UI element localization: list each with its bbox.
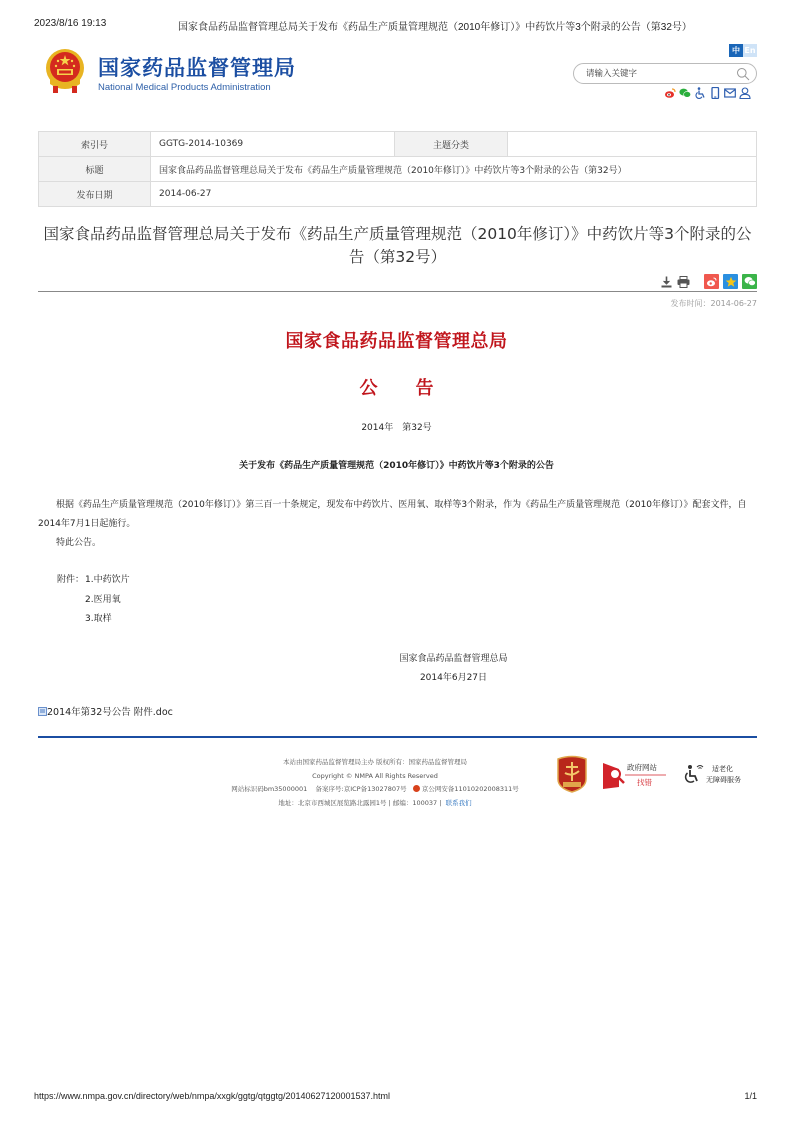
attachment-item: 1.中药饮片 xyxy=(85,575,130,585)
language-switch xyxy=(729,44,757,57)
footer-address-line xyxy=(200,797,550,811)
user-icon[interactable] xyxy=(739,87,751,99)
body-paragraph-2: 特此公告。 xyxy=(56,538,102,548)
info-value-title: 国家食品药品监督管理总局关于发布《药品生产质量管理规范（2010年修订）》中药饮片等3个附录的公告（第32号） xyxy=(151,157,757,182)
footer-copyright: Copyright © NMPA All Rights Reserved xyxy=(312,771,438,780)
print-header xyxy=(34,18,759,32)
info-label-title: 标题 xyxy=(39,157,151,182)
print-page-number: 1/1 xyxy=(744,1091,757,1101)
accessibility-icon[interactable] xyxy=(694,87,706,99)
attachment-item: 3.取样 xyxy=(85,614,112,624)
article-info-table xyxy=(38,131,757,207)
attachment-item: 2.医用氧 xyxy=(85,594,121,605)
elder-accessibility-badge[interactable] xyxy=(684,763,754,787)
title-divider xyxy=(38,291,757,292)
document-type-char-2: 告 xyxy=(415,378,434,399)
search-box xyxy=(573,63,757,84)
attachment-file-name[interactable]: 2014年第32号公告 附件.doc xyxy=(47,707,173,718)
document-type xyxy=(0,374,793,400)
badge-gov-site-label: 政府网站 xyxy=(627,763,657,772)
footer-address: 地址：北京市西城区展览路北露园1号 | 邮编：100037 | xyxy=(278,798,442,807)
footer-icp[interactable]: 备案序号:京ICP备13027807号 xyxy=(315,785,407,793)
download-icon[interactable] xyxy=(660,275,673,288)
mobile-icon[interactable] xyxy=(709,87,721,99)
police-badge-icon xyxy=(413,785,420,792)
info-row-date xyxy=(39,182,757,207)
body-paragraph-1: 根据《药品生产质量管理规范（2010年修订）》第三百一十条规定，现发布中药饮片、医用氧、取样等3个附录，作为《药品生产质量管理规范（2010年修订）》配套文件，自2014年7月1日起施行。 xyxy=(38,500,747,529)
lang-chinese-button[interactable]: 中 xyxy=(729,44,743,57)
weibo-icon[interactable] xyxy=(664,87,676,99)
document-issuer: 国家食品药品监督管理总局 xyxy=(285,331,508,352)
search-input[interactable] xyxy=(586,67,726,81)
favorite-share-button[interactable] xyxy=(723,274,738,289)
print-url: https://www.nmpa.gov.cn/directory/web/nmpa/xxgk/ggtg/qtggtg/20140627120001537.html xyxy=(34,1091,391,1101)
info-value-category xyxy=(508,132,757,157)
footer-site-id: 网站标识码bm35000001 xyxy=(231,785,308,793)
info-value-date: 2014-06-27 xyxy=(151,182,757,207)
footer-police-record[interactable]: 京公网安备11010202008311号 xyxy=(421,785,519,793)
info-value-index: GGTG-2014-10369 xyxy=(151,132,395,157)
badge-find-error-label: 找错 xyxy=(637,778,652,787)
gov-site-error-report-badge[interactable] xyxy=(603,761,668,789)
info-row-title xyxy=(39,157,757,182)
national-emblem-icon[interactable] xyxy=(44,48,86,94)
signature-org: 国家食品药品监督管理总局 xyxy=(399,654,508,664)
document-signature xyxy=(0,650,793,688)
site-logo-chinese[interactable]: 国家药品监督管理局 xyxy=(98,56,296,80)
contact-us-link[interactable]: 联系我们 xyxy=(445,798,472,807)
attachment-list xyxy=(57,571,130,630)
badge-elder-label: 适老化 xyxy=(712,765,733,773)
site-logo-english[interactable]: National Medical Products Administration xyxy=(98,82,271,93)
footer-divider xyxy=(38,736,757,738)
document-type-char-1: 公 xyxy=(359,378,378,399)
document-number: 2014年 第32号 xyxy=(361,423,432,433)
footer-registration xyxy=(200,783,550,797)
attachments-label: 附件： xyxy=(57,575,85,585)
info-label-category: 主题分类 xyxy=(395,132,508,157)
info-row-index xyxy=(39,132,757,157)
site-header xyxy=(38,44,757,106)
article-tools xyxy=(660,274,757,289)
info-label-index: 索引号 xyxy=(39,132,151,157)
document-subject: 关于发布《药品生产质量管理规范（2010年修订）》中药饮片等3个附录的公告 xyxy=(239,461,554,471)
wechat-share-button[interactable] xyxy=(742,274,757,289)
header-icon-bar xyxy=(664,87,751,99)
article-title: 国家食品药品监督管理总局关于发布《药品生产质量管理规范（2010年修订）》中药饮片等3个附录的公告（第32号） xyxy=(43,225,752,266)
info-label-date: 发布日期 xyxy=(39,182,151,207)
document-body xyxy=(38,496,754,553)
print-icon[interactable] xyxy=(677,275,690,288)
weibo-share-button[interactable] xyxy=(704,274,719,289)
attachment-file-link[interactable] xyxy=(38,704,173,718)
print-page-title: 国家食品药品监督管理总局关于发布《药品生产质量管理规范（2010年修订）》中药饮片等3个附录的公告（第32号） xyxy=(178,22,692,33)
site-footer xyxy=(200,756,550,810)
publish-time: 发布时间：2014-06-27 xyxy=(670,299,757,308)
doc-file-icon xyxy=(38,707,47,716)
signature-date: 2014年6月27日 xyxy=(419,673,488,683)
lang-english-button[interactable]: En xyxy=(744,46,756,55)
print-timestamp: 2023/8/16 19:13 xyxy=(34,18,107,29)
search-icon[interactable] xyxy=(736,67,750,81)
wechat-icon[interactable] xyxy=(679,87,691,99)
badge-accessible-label: 无障碍服务 xyxy=(706,776,741,784)
footer-sponsor: 本站由国家药品监督管理局主办 版权所有：国家药品监督管理局 xyxy=(282,758,468,766)
party-government-badge-icon[interactable] xyxy=(556,755,588,793)
mail-icon[interactable] xyxy=(724,87,736,99)
